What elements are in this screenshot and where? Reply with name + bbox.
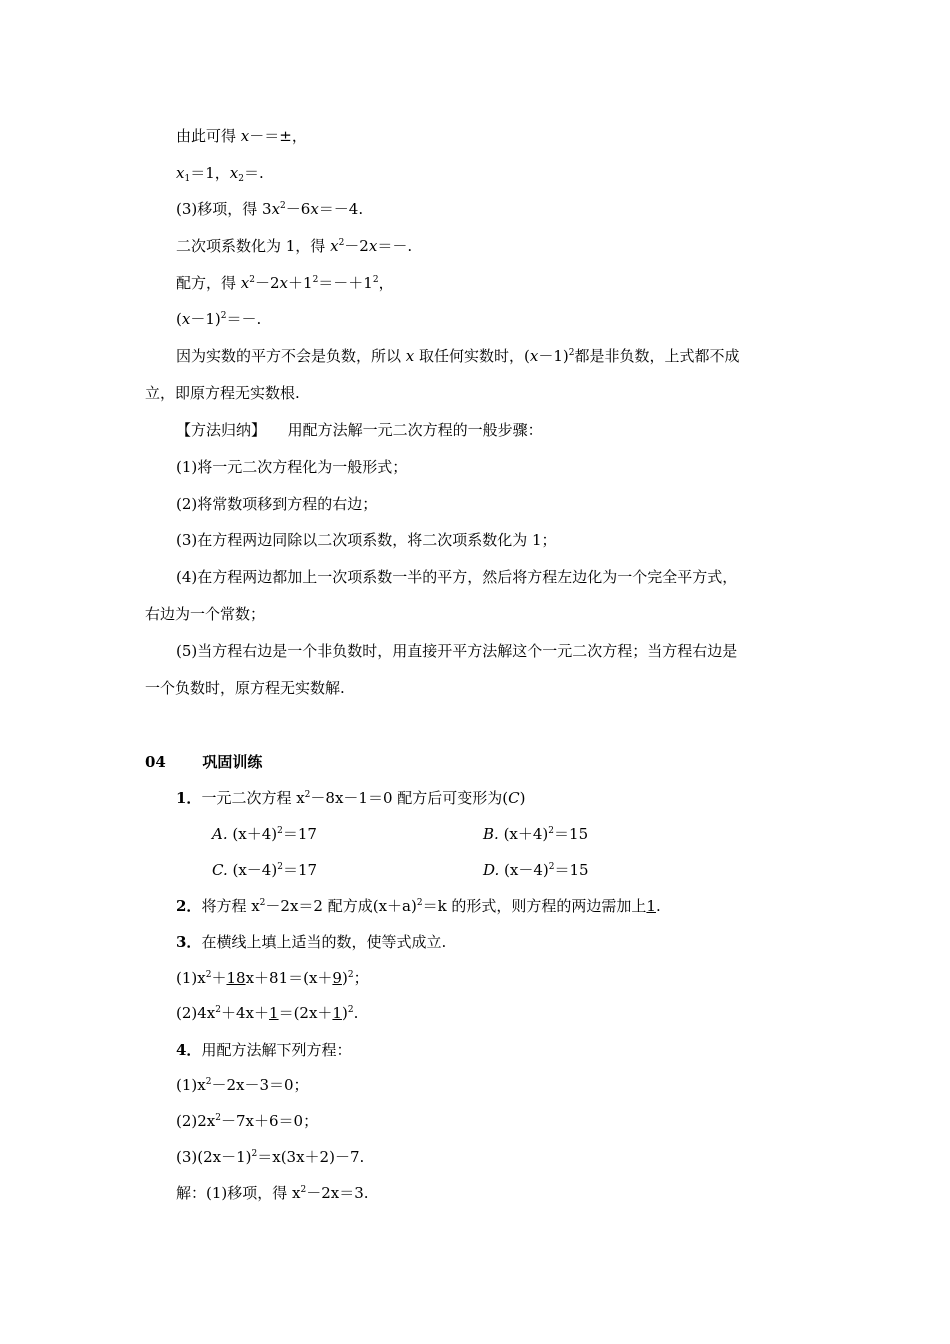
solution-line-5: 配方，得 $x^2-2x+1^2=-+1^2$， — [176, 274, 394, 292]
q3-p2-answer-2: 1 — [332, 1004, 342, 1022]
question-4: 4．用配方法解下列方程： — [176, 1041, 352, 1059]
solution-line-8: 立，即原方程无实数根. — [145, 384, 300, 402]
question-1-number: 1． — [176, 789, 202, 807]
q1-option-a: A. $(x+4)^2=17$ — [212, 825, 317, 843]
method-step-4a: (4)在方程两边都加上一次项系数一半的平方，然后将方程左边化为一个完全平方式， — [176, 568, 738, 586]
solution-line-7: 因为实数的平方不会是负数，所以 x 取任何实数时，$(x-1)^2$都是非负数，上式都不成 — [176, 347, 740, 365]
method-intro: 用配方法解一元二次方程的一般步骤： — [287, 421, 543, 439]
question-3-part-1: $(1)x^2+18x+81=(x+9)^2$； — [176, 969, 369, 987]
method-step-5a: (5)当方程右边是一个非负数时，用直接开平方法解这个一元二次方程；当方程右边是 — [176, 642, 738, 660]
method-step-1: (1)将一元二次方程化为一般形式； — [176, 458, 408, 476]
question-3-part-2: $(2)4x^2+4x+1=(2x+1)^2$. — [176, 1004, 359, 1022]
method-title-line — [176, 420, 543, 440]
section-title: 巩固训练 — [202, 753, 263, 771]
q3-p1-answer-1: 18 — [226, 969, 246, 987]
method-step-3: (3)在方程两边同除以二次项系数，将二次项系数化为 1； — [176, 531, 557, 549]
section-header — [145, 752, 262, 772]
question-3: 3．在横线上填上适当的数，使等式成立. — [176, 933, 447, 951]
question-2-answer: 1 — [646, 897, 656, 915]
q1-option-b: B. $(x+4)^2=15$ — [483, 825, 589, 843]
q1-option-d: D. $(x-4)^2=15$ — [483, 861, 589, 879]
q3-p1-answer-2: 9 — [332, 969, 342, 987]
method-title: 【方法归纳】 — [176, 421, 267, 439]
question-1-answer: C — [508, 789, 520, 807]
method-step-5b: 一个负数时，原方程无实数解. — [145, 679, 345, 697]
question-2-number: 2． — [176, 897, 202, 915]
solution-line-1: 由此可得 x－＝±， — [176, 127, 307, 145]
method-step-2: (2)将常数项移到方程的右边； — [176, 495, 378, 513]
solution-line-6: $(x-1)^2=-$. — [176, 310, 262, 328]
section-number: 04 — [145, 753, 166, 771]
question-2: 2．将方程 $x^2-2x=2$ 配方成$(x+a)^2=k$ 的形式，则方程的两边需加上1. — [176, 897, 661, 915]
question-4-part-1: $(1)x^2-2x-3=0$； — [176, 1076, 309, 1094]
solution-line-3: (3)移项，得 $3x^2-6x=-4$. — [176, 200, 364, 218]
q3-p2-answer-1: 1 — [269, 1004, 279, 1022]
question-1: 1．一元二次方程 $x^2-8x-1=0$ 配方后可变形为(C) — [176, 789, 526, 807]
question-4-number: 4． — [176, 1041, 202, 1059]
q1-option-c: C. $(x-4)^2=17$ — [212, 861, 318, 879]
question-4-part-2: $(2)2x^2-7x+6=0$； — [176, 1112, 319, 1130]
solution-line-4: 二次项系数化为 1，得 $x^2-2x=-$. — [176, 237, 413, 255]
question-3-number: 3． — [176, 933, 202, 951]
solution-line-2: $x_1=1$，$x_2=$. — [176, 164, 264, 184]
question-4-part-3: $(3)(2x-1)^2=x(3x+2)-7$. — [176, 1148, 365, 1166]
question-4-solution: 解：(1)移项，得 $x^2-2x=3$. — [176, 1184, 369, 1202]
method-step-4b: 右边为一个常数； — [145, 605, 266, 623]
